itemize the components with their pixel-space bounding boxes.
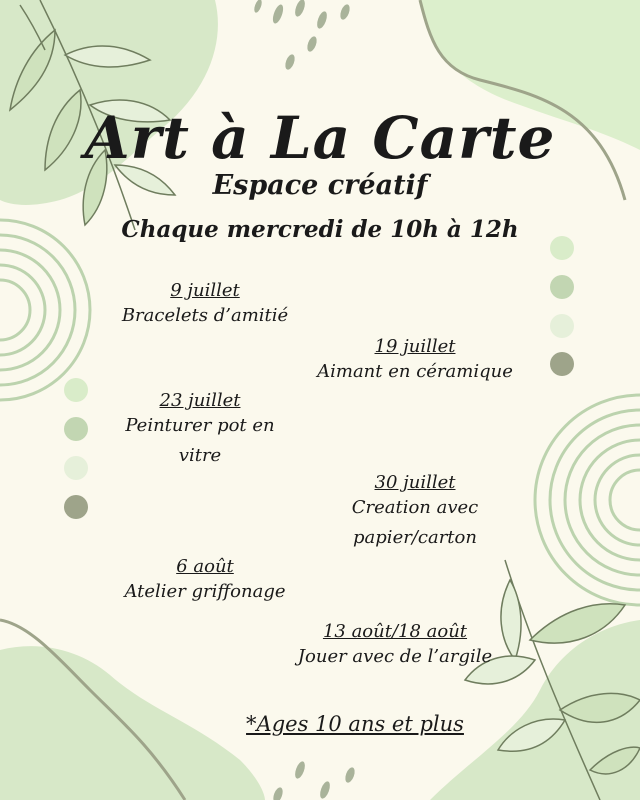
- event-activity: Aimant en céramique: [317, 361, 513, 382]
- event-activity: papier/carton: [353, 527, 477, 548]
- event-activity: Atelier griffonage: [124, 581, 286, 602]
- event-date: 23 juillet: [159, 390, 241, 411]
- event-date: 9 juillet: [170, 280, 240, 301]
- event-item: [105, 280, 305, 331]
- event-date: 30 juillet: [374, 472, 456, 493]
- event-item: [270, 621, 520, 672]
- event-activity: Bracelets d’amitié: [121, 305, 289, 326]
- event-activity: Jouer avec de l’argile: [297, 646, 493, 667]
- event-date: 13 août/18 août: [322, 621, 468, 642]
- event-item: [310, 472, 520, 553]
- event-date: 6 août: [176, 556, 234, 577]
- event-item: [300, 336, 530, 387]
- poster-title: Art à La Carte: [84, 104, 556, 172]
- event-activity: Peinturer pot en: [125, 415, 275, 436]
- schedule-text: Chaque mercredi de 10h à 12h: [121, 216, 519, 243]
- event-activity: vitre: [178, 445, 222, 466]
- event-item: [100, 556, 310, 607]
- ages-note: *Ages 10 ans et plus: [246, 712, 464, 736]
- event-date: 19 juillet: [374, 336, 456, 357]
- event-activity: Creation avec: [351, 497, 479, 518]
- event-item: [100, 390, 300, 471]
- poster-subtitle: Espace créatif: [212, 170, 428, 201]
